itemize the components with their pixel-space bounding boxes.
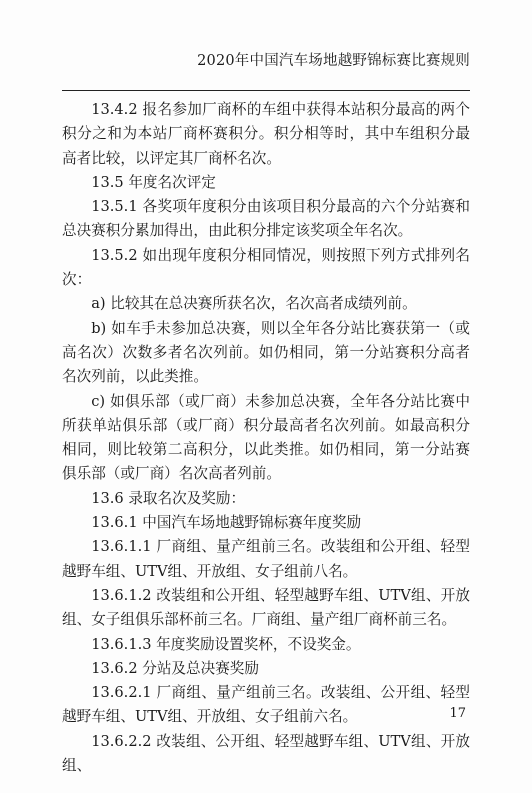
page-number: 17 <box>449 706 466 721</box>
list-item-c: c) 如俱乐部（或厂商）未参加总决赛，全年各分站比赛中所获单站俱乐部（或厂商）积分最高者名次列前。如最高积分相同，则比较第二高积分，以此类推。如仍相同，第一分站赛俱乐部（或厂商）名次高者列前。 <box>62 392 470 483</box>
paragraph-13-4-2: 13.4.2 报名参加厂商杯的车组中获得本站积分最高的两个积分之和为本站厂商杯赛积分。积分相等时，其中车组积分最高者比较，以评定其厂商杯名次。 <box>62 101 470 167</box>
heading-13-6: 13.6 录取名次及奖励： <box>91 489 246 507</box>
header-divider <box>62 90 470 91</box>
paragraph-13-5-1: 13.5.1 各奖项年度积分由该项目积分最高的六个分站赛和总决赛积分累加得出，由此积分排定该奖项全年名次。 <box>62 198 470 240</box>
paragraph-13-6-1-3: 13.6.1.3 年度奖励设置奖杯，不设奖金。 <box>91 635 361 653</box>
paragraph-13-6-2-1: 13.6.2.1 厂商组、量产组前三名。改装组、公开组、轻型越野车组、UTV组、开放组、女子组前六名。 <box>62 684 470 726</box>
heading-13-6-2: 13.6.2 分站及总决赛奖励 <box>91 659 259 677</box>
paragraph-13-5-2: 13.5.2 如出现年度积分相同情况，则按照下列方式排列名次： <box>62 246 470 289</box>
list-item-b: b) 如车手未参加总决赛，则以全年各分站比赛获第一（或高名次）次数多者名次列前。如仍相同，第一分站赛积分高者名次列前，以此类推。 <box>62 319 470 386</box>
paragraph-13-6-1-2: 13.6.1.2 改装组和公开组、轻型越野车组、UTV组、开放组、女子组俱乐部杯前三名。厂商组、量产组厂商杯前三名。 <box>62 586 470 629</box>
paragraph-13-6-2-2: 13.6.2.2 改装组、公开组、轻型越野车组、UTV组、开放组、 <box>62 732 470 775</box>
running-header: 2020年中国汽车场地越野锦标赛比赛规则 <box>197 53 470 69</box>
paragraph-13-6-1-1: 13.6.1.1 厂商组、量产组前三名。改装组和公开组、轻型越野车组、UTV组、开放组、女子组前八名。 <box>62 538 470 580</box>
body-text <box>62 98 470 778</box>
heading-13-6-1: 13.6.1 中国汽车场地越野锦标赛年度奖励 <box>91 514 362 532</box>
heading-13-5: 13.5 年度名次评定 <box>91 173 216 191</box>
list-item-a: a) 比较其在总决赛所获名次，名次高者成绩列前。 <box>91 295 417 313</box>
